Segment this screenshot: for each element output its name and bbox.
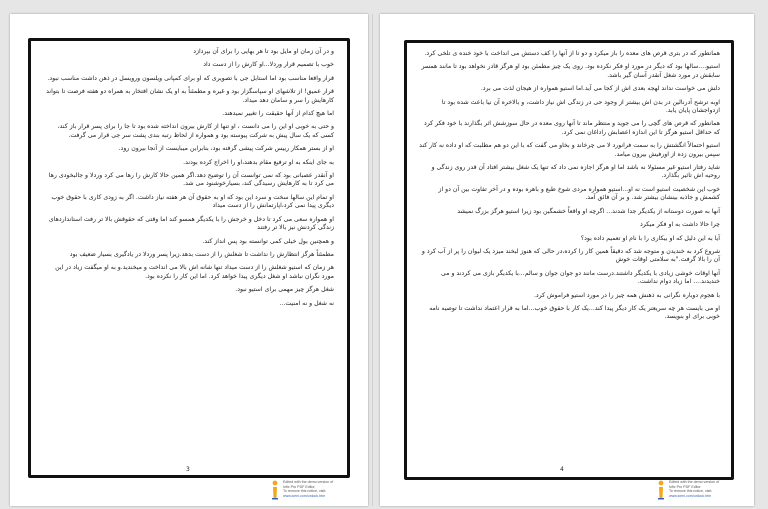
paragraph: قرار عمیق! از تلاشهای او سپاسگزار بود و غیره و مطمئناً به او یک نشان افتخار به همراه دو هفته فرصت تا بتواند کارهایش را سر و سامان دهد میداد. xyxy=(46,88,334,104)
paragraph: استیو احتمالاً انگشتش را به سمت فرانورد لا می چرخاند و بخاو می گفت که با این دو هم مطلبت که او داده نه کار کند سپس بیرون زده از اورفیش بیرون میامد. xyxy=(419,142,720,158)
paragraph: او از بستر همکار رییس شرکت پیشی گرفته بود، بنابراین میبایست از آنجا بیرون رود. xyxy=(118,145,334,153)
paragraph: آنها به صورت دوستانه از یکدیگر جدا شدند... اگرچه او واقعاً خشمگین بود زیرا استیو هرگز بزرگ نمیشد xyxy=(457,207,720,215)
watermark-link[interactable]: www.iceni.com/unlock.htm xyxy=(669,493,712,498)
paragraph: مطمئناً هرگز انتظارش را نداشت تا شغلش را از دست بدهد.زیرا پسر وردلا در یادگیری بسیار ضعیف بود xyxy=(69,250,334,258)
watermark-line: To remove this notice, visit: xyxy=(669,489,713,494)
page-number: 4 xyxy=(560,466,564,473)
watermark-line: To remove this notice, visit: xyxy=(283,489,327,494)
page-3 xyxy=(10,14,368,506)
paragraph: خوب این شخصیت استیو است نه او...استیو همواره مردی شوخ طبع و باهره بوده و در آخر تفاوت بین آن دو از کشمش و جاذبه بینشان بیشتر شد. و بر آن فائق آمد. xyxy=(438,185,720,202)
watermark-line: Edited with the demo version of xyxy=(283,480,334,484)
paragraph: خوب با تصمیم قرار وردلا...او کارش را از دست داد xyxy=(203,61,334,69)
watermark-link[interactable]: www.iceni.com/unlock.htm xyxy=(283,493,326,498)
watermark-line: Infix Pro PDF Editor xyxy=(283,484,315,489)
paragraph: و همچنین بول خیلی کمی توانسته بود پس انداز کند. xyxy=(202,237,334,245)
page-gap xyxy=(372,14,373,506)
paragraph: او آنقدر عصبانی بود که نمی توانست آن را توضیح دهد.اگر همین حالا کارش را رها می کرد وردلا و جالبخودی رها می کرد تا به کارهایش رسیدگی کند، بسیارخوشنود می شد. xyxy=(48,172,334,188)
watermark-line: Infix Pro PDF Editor xyxy=(669,484,701,489)
paragraph: همانطور که قرص های گچی را می جوید و منتظر ماند تا آنها روی معده در حال سوزشش اثر بگذارند با خود فکر کرد که حداقل استیو هرگز تا این اندازه اعصابش راداغان نمی کرد. xyxy=(423,120,720,136)
paragraph: و در آن زمان او مایل بود تا هر بهایی را برای آن بپردازد xyxy=(193,48,334,55)
paragraph: آنها اوقات خوشی زیادی با یکدیگر داشتند.درست مانند دو جوان جوان و سالم...با یکدیگر بازی می کردند و می خندیدند.... اما زیاد دوام نداشت. xyxy=(441,269,720,286)
paragraph: اوبه ترشح آدرنالین در بدن اش بیشتر از وجود حی در زندگی اش نیاز داشت، و بالاخره آن نیا باعث شده بود تا ازدواجشان پایان یابد. xyxy=(441,98,720,115)
paragraph: چرا حالا داشت به او فکر میکرد xyxy=(639,221,720,229)
paragraph: شاید رفتار استیو غیر مسئولا نه باشد اما او هرگز اجازه نمی داد که تنها یک شغل بیشتر افتاد آن قدر روی زندگی و روحیه اش تاثیر بگذارد. xyxy=(431,164,720,180)
page-4 xyxy=(380,14,754,506)
paragraph: با هجوم دوباره نگرانی به ذهنش همه چیز را در مورد استیو فراموش کرد. xyxy=(533,291,720,299)
paragraph: استیو....سالها بود که دیگر در مورد او فکر نکرده بود. روی یک چیز مطمئن بود او هرگز قادر نخواهد بود تا مانند همسر سابقش در مورد شغل آنقدر آسان گیر باشد. xyxy=(421,63,720,79)
paragraph: قرار واقعا مناسب بود اما استابل جی با تصویری که او برای کمپانی ویلسون ورویسل در ذهن داشت مناسب نبود. xyxy=(47,74,334,82)
paragraph: همانطور که در بتری قرص های معده را باز میکرد و دو تا از آنها را کف دستش می انداخت با خود خنده ی تلخی کرد. xyxy=(424,50,720,57)
paragraph: هر زمان که استیو شغلش را از دست میداد تنها شانه اش بالا می انداخت و میخندید.و به او میگفت زیاد در این مورد نگران نباشد او شغل دیگری پیدا خواهد کرد. اما این کار را نکرده بود. xyxy=(55,264,334,280)
infix-logo-icon xyxy=(656,480,666,500)
paragraph: نه شغل و نه امنیت... xyxy=(279,299,334,307)
paragraph: او می بایست هر چه سریعتر یک کار دیگر پیدا کند...یک کار با حقوق خوب...اما به قرار اعتماد نداشت تا توصیه نامه خوبی برای او بنویسد. xyxy=(429,304,720,321)
page-text xyxy=(418,50,720,327)
page-text xyxy=(44,48,334,313)
paragraph: به جای اینکه به او ترفیع مقام بدهند،او را اخراج کرده بودند. xyxy=(183,158,334,166)
watermark xyxy=(270,480,333,502)
watermark-line: Edited with the demo version of xyxy=(669,480,720,484)
infix-logo-icon xyxy=(270,480,280,500)
paragraph: شروع کرد به خندیدن و متوجه شد که دقیقاً همین کار را کرده،در حالی که هنوز لبخند میزد یک لیوان را پر از آب کرد و آن را بالا گرفت."به سلامتی اوقات خوش xyxy=(421,247,720,264)
paragraph: او همواره سعی می کرد تا دخل و خرجش را با یکدیگر همسو کند اما وقتی که حقوقش بالا تر رفت استانداردهای زندگی کردنش نیز بالا تر رفتند xyxy=(48,215,334,232)
paragraph: و حتی به خوبی او این را می دانست ، او تنها از کارش بیرون انداخته شده بود تا جا را برای پسر قرار باز کند، کسی که یک سال پیش به شرکت پیوسته بود و همواره از لحاظ رتبه بندی پشت سر جی قرار می گرفت. xyxy=(57,123,334,139)
paragraph: او تمام این سالها سخت و سرد این بود که او به حقوق آن هر هفته نیاز داشت. اگر به زودی کاری با حقوق خوب دیگری پیدا نمی کرد،اپارتمانش را از دست میداد xyxy=(51,193,334,210)
page-number: 3 xyxy=(186,466,190,473)
watermark xyxy=(656,480,719,502)
paragraph: اما هیچ کدام از آنها حقیقت را تغییر نمیدهند. xyxy=(222,110,334,118)
paragraph: شغل هرگز چیز مهمی برای استیو نبود. xyxy=(235,286,334,294)
paragraph: دلش می خواست نداند لهجه بعدی اش از کجا می آید.اما استیو همواره از هیجان لذت می برد. xyxy=(480,85,720,93)
paragraph: آیا به این دلیل که او بیکاری را با نام او تعمیم داده بود؟ xyxy=(580,234,720,242)
